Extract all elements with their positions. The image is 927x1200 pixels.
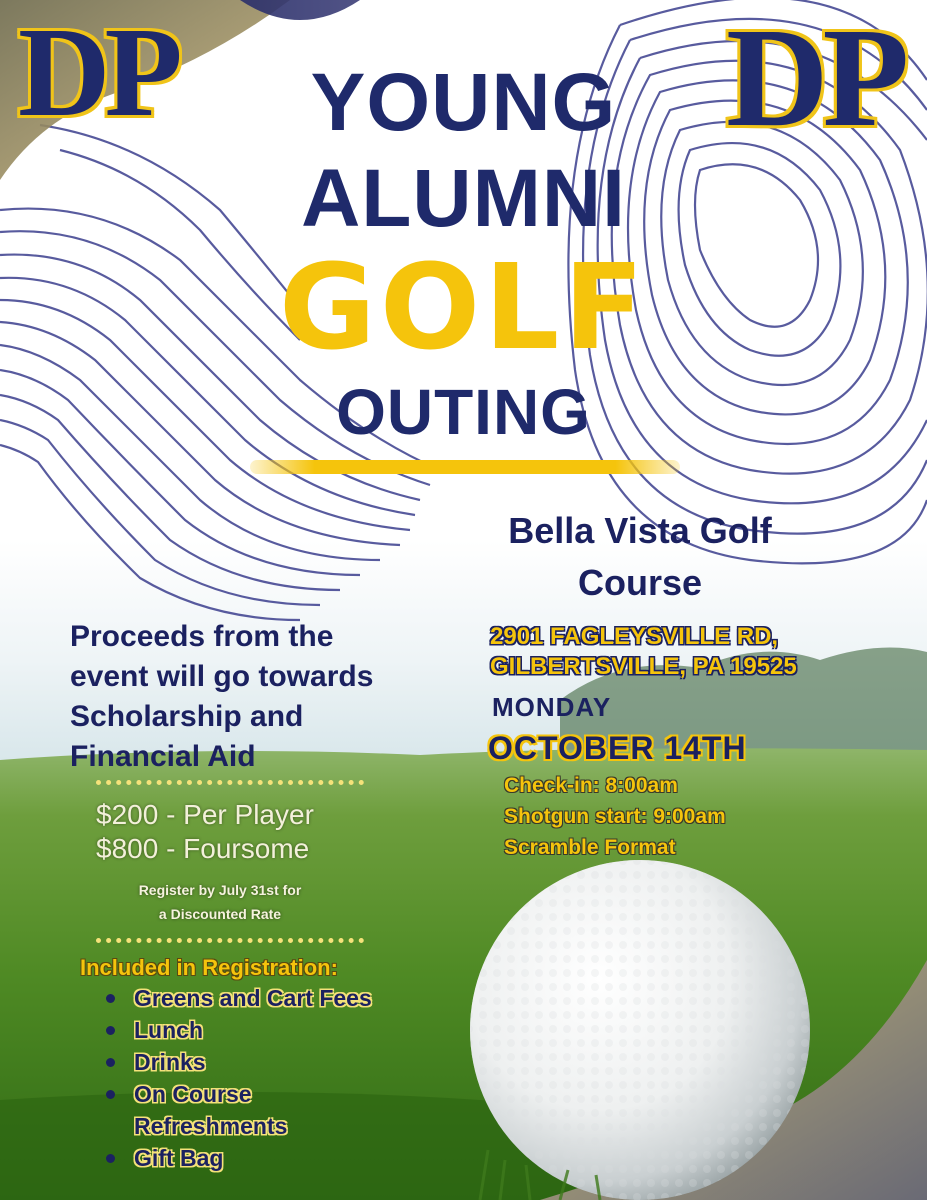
proceeds-line4: Financial Aid bbox=[70, 740, 256, 773]
title-young: YOUNG bbox=[310, 57, 617, 148]
bullet-icon bbox=[106, 1154, 115, 1163]
register-note-line1: Register by July 31st for bbox=[138, 882, 302, 898]
address-line2: GILBERTSVILLE, PA 19525 bbox=[490, 653, 797, 680]
event-day: MONDAY bbox=[492, 692, 612, 722]
schedule-shotgun-start: Shotgun start: 9:00am bbox=[504, 805, 726, 828]
schedule-format: Scramble Format bbox=[504, 836, 676, 859]
list-item: Lunch bbox=[106, 1014, 372, 1046]
title-golf: GOLF bbox=[279, 238, 648, 376]
bullet-icon bbox=[106, 1058, 115, 1067]
bullet-icon bbox=[106, 994, 115, 1003]
price-per-player: $200 - Per Player bbox=[96, 799, 314, 830]
pricing bbox=[96, 798, 314, 866]
price-foursome: $800 - Foursome bbox=[96, 833, 310, 864]
bullet-icon bbox=[106, 1026, 115, 1035]
title-outing: OUTING bbox=[336, 376, 591, 448]
list-item: On Course Refreshments bbox=[106, 1078, 372, 1142]
list-item: Greens and Cart Fees bbox=[106, 982, 372, 1014]
venue-address bbox=[490, 622, 850, 682]
event-schedule bbox=[504, 770, 726, 863]
included-heading: Included in Registration: bbox=[80, 955, 338, 980]
event-date: OCTOBER 14TH bbox=[488, 730, 747, 766]
venue-name-line1: Bella Vista Golf bbox=[508, 510, 772, 551]
address-line1: 2901 FAGLEYSVILLE RD, bbox=[490, 623, 779, 650]
title-alumni: ALUMNI bbox=[301, 153, 626, 244]
schedule-checkin: Check-in: 8:00am bbox=[504, 774, 678, 797]
list-item: Drinks bbox=[106, 1046, 372, 1078]
dotted-divider bbox=[96, 938, 364, 943]
proceeds-line2: event will go towards bbox=[70, 660, 374, 693]
title-underline bbox=[250, 460, 680, 474]
proceeds-statement bbox=[70, 617, 480, 777]
dotted-divider bbox=[96, 780, 364, 785]
dp-logo-left: DP bbox=[18, 1, 177, 143]
venue-name bbox=[470, 505, 810, 609]
included-list bbox=[106, 982, 372, 1174]
list-item: Gift Bag bbox=[106, 1142, 372, 1174]
proceeds-line3: Scholarship and bbox=[70, 700, 304, 733]
dp-logo-right: DP bbox=[726, 0, 904, 156]
venue-name-line2: Course bbox=[577, 562, 703, 603]
bullet-icon bbox=[106, 1090, 115, 1099]
register-note bbox=[110, 878, 330, 926]
register-note-line2: a Discounted Rate bbox=[158, 906, 282, 922]
proceeds-line1: Proceeds from the bbox=[70, 620, 334, 653]
